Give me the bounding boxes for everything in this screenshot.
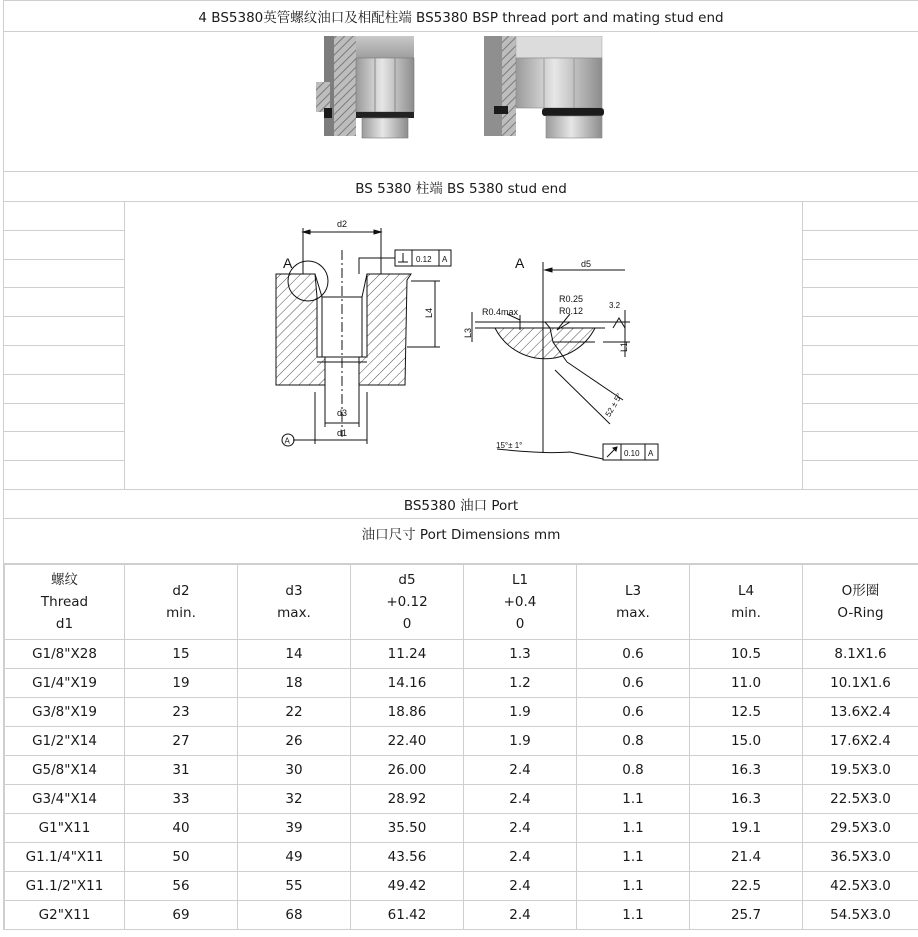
column-header-line: min.	[166, 605, 196, 621]
table-cell: 16.3	[690, 785, 803, 814]
table-cell: 1.9	[464, 727, 577, 756]
table-row	[5, 698, 918, 727]
label-l3: L3	[463, 327, 473, 338]
fitting-photos	[4, 32, 918, 172]
table-cell: 61.42	[351, 901, 464, 930]
angle-15: 15°± 1°	[496, 441, 523, 450]
spec-sheet	[3, 0, 918, 930]
column-header	[5, 565, 125, 640]
column-header-line: d1	[55, 616, 74, 632]
table-cell: 54.5X3.0	[803, 901, 918, 930]
table-cell: 56	[125, 872, 238, 901]
perpendicularity-datum: A	[442, 255, 448, 264]
table-cell: 23	[125, 698, 238, 727]
table-cell: 55	[238, 872, 351, 901]
column-header	[577, 565, 690, 640]
table-cell: 1.9	[464, 698, 577, 727]
column-header-line: min.	[731, 605, 761, 621]
table-cell: 68	[238, 901, 351, 930]
column-header-line: max.	[616, 605, 650, 621]
table-cell: 69	[125, 901, 238, 930]
radius-r04max: R0.4max	[482, 307, 519, 317]
table-cell: 8.1X1.6	[803, 640, 918, 669]
table-cell: 30	[238, 756, 351, 785]
table-cell: 28.92	[351, 785, 464, 814]
table-cell: 14	[238, 640, 351, 669]
sheet-title: 4 BS5380英管螺纹油口及相配柱端 BS5380 BSP thread port and mating stud end	[4, 0, 918, 32]
table-cell: 36.5X3.0	[803, 843, 918, 872]
table-cell: 43.56	[351, 843, 464, 872]
column-header-line: d5	[398, 572, 416, 588]
table-cell: 2.4	[464, 901, 577, 930]
table-cell: 2.4	[464, 785, 577, 814]
table-cell: G3/8"X19	[5, 698, 125, 727]
table-cell: 21.4	[690, 843, 803, 872]
column-header	[238, 565, 351, 640]
column-header-line: +0.12	[386, 594, 428, 610]
column-header-line: L1	[511, 572, 529, 588]
table-cell: 33	[125, 785, 238, 814]
table-row	[5, 756, 918, 785]
table-cell: 1.1	[577, 872, 690, 901]
column-header	[125, 565, 238, 640]
table-cell: 0.6	[577, 698, 690, 727]
column-header-line: 螺纹	[51, 572, 78, 588]
table-cell: 40	[125, 814, 238, 843]
label-d2: d2	[337, 219, 348, 229]
table-cell: 29.5X3.0	[803, 814, 918, 843]
column-header-line: d3	[285, 583, 303, 599]
angle-52: 52 ± 5°	[603, 391, 625, 419]
table-cell: G1.1/4"X11	[5, 843, 125, 872]
table-cell: 1.1	[577, 814, 690, 843]
table-cell: 22.5X3.0	[803, 785, 918, 814]
table-header-row	[5, 565, 918, 640]
table-row	[5, 640, 918, 669]
table-cell: 1.1	[577, 901, 690, 930]
table-cell: 2.4	[464, 814, 577, 843]
table-cell: 22.5	[690, 872, 803, 901]
label-l4: L4	[424, 307, 434, 318]
table-cell: G1.1/2"X11	[5, 872, 125, 901]
label-d3: d3	[337, 408, 348, 418]
column-header-line: max.	[277, 605, 311, 621]
table-cell: 15.0	[690, 727, 803, 756]
table-row	[5, 843, 918, 872]
column-header	[803, 565, 918, 640]
port-dimensions-heading: 油口尺寸 Port Dimensions mm	[4, 519, 918, 564]
label-a-left: A	[283, 255, 293, 271]
label-a-right: A	[515, 255, 525, 271]
column-header-line: Thread	[40, 594, 89, 610]
table-row	[5, 872, 918, 901]
table-cell: 19.1	[690, 814, 803, 843]
column-header-line: O-Ring	[837, 605, 884, 621]
table-cell: 11.24	[351, 640, 464, 669]
table-cell: 16.3	[690, 756, 803, 785]
table-row	[5, 669, 918, 698]
table-cell: 12.5	[690, 698, 803, 727]
table-cell: G5/8"X14	[5, 756, 125, 785]
table-cell: 31	[125, 756, 238, 785]
table-cell: 25.7	[690, 901, 803, 930]
table-cell: 35.50	[351, 814, 464, 843]
table-cell: 26.00	[351, 756, 464, 785]
drawing-right-margin	[802, 202, 918, 489]
column-header-line: O形圈	[841, 583, 880, 599]
table-cell: 14.16	[351, 669, 464, 698]
table-cell: 49.42	[351, 872, 464, 901]
table-cell: G1"X11	[5, 814, 125, 843]
table-cell: 0.8	[577, 727, 690, 756]
table-cell: 22.40	[351, 727, 464, 756]
table-cell: 1.3	[464, 640, 577, 669]
table-cell: 19	[125, 669, 238, 698]
column-header-line: 0	[402, 616, 412, 632]
table-cell: 10.1X1.6	[803, 669, 918, 698]
runout-tolerance: 0.10	[624, 449, 640, 458]
table-cell: 49	[238, 843, 351, 872]
perpendicularity-tolerance: 0.12	[416, 255, 432, 264]
table-cell: 2.4	[464, 843, 577, 872]
column-header-line: L3	[624, 583, 642, 599]
table-row	[5, 814, 918, 843]
table-row	[5, 727, 918, 756]
column-header-line: d2	[172, 583, 190, 599]
table-cell: 10.5	[690, 640, 803, 669]
drawing-section	[4, 202, 918, 490]
table-cell: G1/2"X14	[5, 727, 125, 756]
table-row	[5, 785, 918, 814]
table-cell: 1.1	[577, 843, 690, 872]
table-cell: 18.86	[351, 698, 464, 727]
port-body-left	[276, 274, 325, 385]
table-cell: 39	[238, 814, 351, 843]
table-cell: 0.6	[577, 669, 690, 698]
table-cell: 26	[238, 727, 351, 756]
table-cell: G2"X11	[5, 901, 125, 930]
runout-datum: A	[648, 449, 654, 458]
column-header	[351, 565, 464, 640]
table-cell: 19.5X3.0	[803, 756, 918, 785]
label-d5: d5	[581, 259, 592, 269]
port-dimensions-table	[4, 564, 918, 930]
table-cell: 50	[125, 843, 238, 872]
table-cell: G1/4"X19	[5, 669, 125, 698]
technical-drawing	[125, 202, 802, 490]
table-cell: 2.4	[464, 756, 577, 785]
table-cell: 0.8	[577, 756, 690, 785]
stud-end-heading: BS 5380 柱端 BS 5380 stud end	[4, 172, 918, 202]
fitting-photo-left	[310, 36, 430, 141]
table-cell: 17.6X2.4	[803, 727, 918, 756]
label-l1: L1	[619, 341, 629, 352]
table-cell: 11.0	[690, 669, 803, 698]
port-heading: BS5380 油口 Port	[4, 490, 918, 519]
table-cell: 1.1	[577, 785, 690, 814]
table-cell: 13.6X2.4	[803, 698, 918, 727]
port-body-right	[359, 274, 411, 385]
column-header-line: 0	[515, 616, 525, 632]
surface-roughness: 3.2	[609, 301, 621, 310]
table-row	[5, 901, 918, 930]
table-cell: G3/4"X14	[5, 785, 125, 814]
table-cell: 2.4	[464, 872, 577, 901]
table-cell: G1/8"X28	[5, 640, 125, 669]
drawing-left-margin	[4, 202, 125, 489]
column-header-line: +0.4	[503, 594, 537, 610]
datum-a-circle: A	[284, 436, 290, 446]
column-header-line: L4	[737, 583, 755, 599]
fitting-photo-right	[474, 36, 614, 141]
table-cell: 15	[125, 640, 238, 669]
table-cell: 27	[125, 727, 238, 756]
table-cell: 18	[238, 669, 351, 698]
label-d1: d1	[337, 428, 348, 438]
table-cell: 1.2	[464, 669, 577, 698]
table-cell: 0.6	[577, 640, 690, 669]
radius-r025: R0.25	[559, 294, 584, 304]
radius-r012: R0.12	[559, 306, 584, 316]
column-header	[690, 565, 803, 640]
column-header	[464, 565, 577, 640]
table-cell: 22	[238, 698, 351, 727]
stud-face-section	[495, 328, 595, 359]
table-cell: 32	[238, 785, 351, 814]
table-body	[5, 640, 918, 930]
table-cell: 42.5X3.0	[803, 872, 918, 901]
